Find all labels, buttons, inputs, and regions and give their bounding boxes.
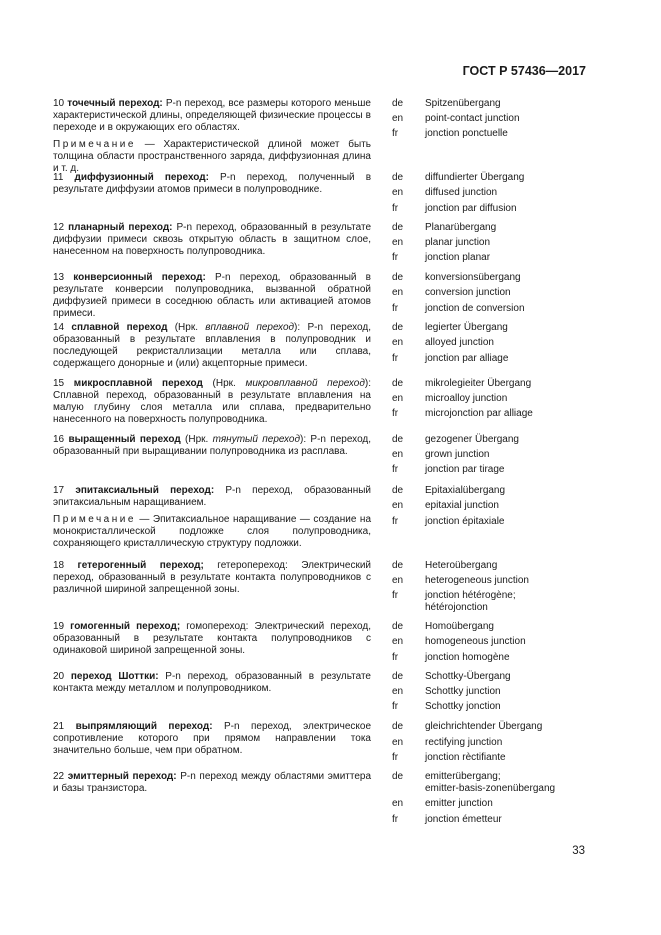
language-code: en [392, 113, 404, 124]
foreign-term-text-2: emitter-basis-zonenübergang [425, 783, 556, 794]
definition-text [53, 721, 371, 757]
entry-term: эмиттерный переход: [67, 771, 177, 782]
foreign-term-text: diffused junction [425, 187, 498, 198]
foreign-term-text: rectifying junction [425, 737, 503, 748]
entry-text: гетеропереход: Электрический переход, образованный в результате контакта полупроводников с различной шириной запрещенной зоны. [53, 560, 371, 595]
foreign-term-text: gleichrichtender Übergang [425, 721, 543, 732]
foreign-term [425, 252, 610, 264]
language-code: de [392, 771, 404, 782]
entry-text: Р-n переход, образованный при выращивании полупроводника из расплава. [53, 434, 372, 457]
entry-text: Сплавной переход, образованный в результате вплавления на малую глубину слоя металла или сплава, предварительно нанесенного на поверхность полупроводника. [53, 390, 371, 425]
language-code: de [392, 434, 404, 445]
entry-number: 15 [53, 378, 65, 389]
term-definition-17 [53, 485, 371, 550]
language-code: fr [392, 701, 399, 712]
language-code: en [392, 798, 404, 809]
entry-text: Р-n переход между областями эмиттера и базы транзистора. [53, 771, 372, 794]
term-definition-20 [53, 671, 371, 695]
foreign-term [425, 434, 610, 446]
foreign-term-text: gezogener Übergang [425, 434, 519, 445]
foreign-term [425, 621, 610, 633]
foreign-term-text: Schottky-Übergang [425, 671, 511, 682]
entry-text: гомопереход: Электрический переход, образованный в результате контакта полупроводников с одинаковой шириной запрещенной зоны. [53, 621, 371, 656]
definition-text [53, 322, 371, 370]
language-code: en [392, 237, 404, 248]
foreign-term-text: jonction par diffusion [425, 203, 517, 214]
foreign-term [425, 560, 610, 572]
language-code: en [392, 575, 404, 586]
foreign-term-text: jonction ponctuelle [425, 128, 508, 139]
foreign-term [425, 652, 610, 664]
entry-number: 13 [53, 272, 65, 283]
definition-text [53, 560, 371, 596]
entry-number: 11 [53, 172, 64, 183]
foreign-term [425, 322, 610, 334]
language-code: de [392, 560, 404, 571]
entry-text: Р-n переход, образованный в результате конверсии полупроводника, вызванной обратной диффузией примеси в соседнюю область или активацией атомов примеси. [53, 272, 371, 319]
foreign-term [425, 393, 610, 405]
foreign-term-text: homogeneous junction [425, 636, 526, 647]
foreign-term-text: Heteroübergang [425, 560, 498, 571]
foreign-term [425, 701, 610, 713]
entry-term: эпитаксиальный переход: [75, 485, 215, 496]
foreign-term [425, 337, 610, 349]
foreign-term [425, 752, 610, 764]
language-code: en [392, 636, 404, 647]
language-code: fr [392, 590, 399, 601]
foreign-term-text: jonction épitaxiale [425, 516, 505, 527]
language-code: de [392, 671, 404, 682]
foreign-term-text: Spitzenübergang [425, 98, 501, 109]
foreign-term-text: grown junction [425, 449, 490, 460]
definition-text [53, 378, 371, 426]
language-code: fr [392, 464, 399, 475]
term-definition-12 [53, 222, 371, 258]
entry-term: точечный переход: [67, 98, 163, 109]
entry-number: 14 [53, 322, 65, 333]
foreign-term-text: Planarübergang [425, 222, 497, 233]
entry-term: выращенный переход [68, 434, 181, 445]
foreign-term [425, 187, 610, 199]
foreign-term [425, 485, 610, 497]
foreign-term [425, 408, 610, 420]
foreign-term-text: Epitaxialübergang [425, 485, 506, 496]
entry-text: Р-n переход, образованный эпитаксиальным наращиванием. [53, 485, 371, 508]
foreign-term [425, 449, 610, 461]
foreign-term-text-2: hétérojonction [425, 602, 488, 613]
foreign-term-text: Schottky jonction [425, 701, 501, 712]
foreign-term [425, 203, 610, 215]
definition-text [53, 98, 371, 134]
deprecated-term: вплавной переход [205, 322, 295, 333]
foreign-term [425, 721, 610, 733]
language-code: de [392, 721, 404, 732]
language-code: de [392, 378, 404, 389]
entry-number: 20 [53, 671, 65, 682]
note-text: — Эпитаксиальное наращивание — создание на монокристаллической подложке слоя полупроводника, сохраняющего кристаллическую структуру подложки. [53, 514, 372, 549]
foreign-term [425, 590, 610, 614]
entry-text: Р-n переход, все размеры которого меньше характеристической длины, определяющей физические процессы в переходе и в окружающих его областях. [53, 98, 371, 133]
note-label: Примечание [53, 514, 136, 525]
language-code: fr [392, 814, 399, 825]
foreign-term-text: jonction par tirage [425, 464, 505, 475]
term-definition-10 [53, 98, 371, 175]
foreign-term [425, 771, 610, 795]
foreign-term [425, 686, 610, 698]
foreign-term-text: Schottky junction [425, 686, 501, 697]
foreign-term-text: jonction hétérogène; [425, 590, 516, 601]
foreign-term-text: Homoübergang [425, 621, 494, 632]
page-number: 33 [572, 845, 585, 857]
term-definition-22 [53, 771, 371, 795]
foreign-term [425, 113, 610, 125]
language-code: de [392, 222, 404, 233]
foreign-term-text: heterogeneous junction [425, 575, 529, 586]
language-code: de [392, 98, 404, 109]
language-code: en [392, 500, 404, 511]
foreign-term [425, 814, 610, 826]
note [53, 514, 371, 550]
deprecated-suffix: ): [364, 378, 371, 389]
language-code: de [392, 172, 404, 183]
language-code: fr [392, 652, 399, 663]
foreign-term-text: diffundierter Übergang [425, 172, 525, 183]
entry-number: 17 [53, 485, 65, 496]
language-code: fr [392, 516, 399, 527]
foreign-term-text: jonction homogène [425, 652, 510, 663]
foreign-term-text: point-contact junction [425, 113, 520, 124]
foreign-term-text: epitaxial junction [425, 500, 499, 511]
definition-text [53, 434, 371, 458]
deprecated-prefix: (Нрк. [212, 378, 236, 389]
standard-header: ГОСТ Р 57436—2017 [462, 64, 586, 78]
foreign-term [425, 516, 610, 528]
foreign-term-text: planar junction [425, 237, 491, 248]
definition-text [53, 621, 371, 657]
term-definition-21 [53, 721, 371, 757]
deprecated-prefix: (Нрк. [174, 322, 198, 333]
entry-term: конверсионный переход: [73, 272, 206, 283]
language-code: en [392, 393, 404, 404]
foreign-term [425, 378, 610, 390]
entry-text: Р-n переход, полученный в результате диффузии атомов примеси в полупроводнике. [53, 172, 372, 195]
language-code: fr [392, 252, 399, 263]
entry-term: сплавной переход [71, 322, 168, 333]
definition-text [53, 222, 371, 258]
language-code: fr [392, 353, 399, 364]
deprecated-suffix: ): [299, 434, 307, 445]
language-code: fr [392, 203, 399, 214]
language-code: fr [392, 408, 399, 419]
term-definition-13 [53, 272, 371, 320]
entry-term: планарный переход: [68, 222, 173, 233]
term-definition-15 [53, 378, 371, 426]
language-code: de [392, 485, 404, 496]
language-code: en [392, 737, 404, 748]
language-code: de [392, 272, 404, 283]
foreign-term [425, 353, 610, 365]
entry-number: 10 [53, 98, 65, 109]
term-definition-14 [53, 322, 371, 370]
entry-text: Р-n переход, электрическое сопротивление которого при прямом направлении тока значительно больше, чем при обратном. [53, 721, 372, 756]
entry-number: 16 [53, 434, 65, 445]
foreign-term-text: conversion junction [425, 287, 511, 298]
entry-term: гомогенный переход; [70, 621, 181, 632]
foreign-term-text: microalloy junction [425, 393, 508, 404]
note-label: Примечание [53, 139, 136, 150]
foreign-term [425, 636, 610, 648]
foreign-term [425, 237, 610, 249]
entry-number: 22 [53, 771, 65, 782]
entry-term: переход Шоттки: [70, 671, 159, 682]
foreign-term-text: jonction rèctifiante [425, 752, 506, 763]
foreign-term [425, 98, 610, 110]
foreign-term-text: jonction de conversion [425, 303, 525, 314]
language-code: en [392, 287, 404, 298]
language-code: fr [392, 128, 399, 139]
deprecated-suffix: ): [294, 322, 301, 333]
note [53, 139, 371, 175]
foreign-term-text: alloyed junction [425, 337, 494, 348]
note-text: — Характеристической длиной может быть толщина области пространственного заряда, диффузионная длина и т. д. [53, 139, 371, 174]
definition-text [53, 671, 371, 695]
entry-text: Р-n переход, образованный в результате диффузии примеси сквозь открытую область в защитном слое, нанесенном на поверхность полупроводника. [53, 222, 372, 257]
foreign-term-text: jonction émetteur [425, 814, 502, 825]
definition-text [53, 172, 371, 196]
entry-number: 18 [53, 560, 65, 571]
term-definition-16 [53, 434, 371, 458]
foreign-term [425, 671, 610, 683]
entry-number: 12 [53, 222, 65, 233]
term-definition-11 [53, 172, 371, 196]
foreign-term [425, 172, 610, 184]
foreign-term [425, 464, 610, 476]
language-code: de [392, 621, 404, 632]
foreign-term [425, 303, 610, 315]
term-definition-18 [53, 560, 371, 596]
entry-term: гетерогенный переход; [77, 560, 204, 571]
entry-number: 19 [53, 621, 65, 632]
foreign-term-text: jonction par alliage [425, 353, 509, 364]
definition-text [53, 771, 371, 795]
deprecated-term: микровплавной переход [245, 378, 365, 389]
language-code: fr [392, 752, 399, 763]
language-code: en [392, 449, 404, 460]
deprecated-term: тянутый переход [212, 434, 300, 445]
definition-text [53, 485, 371, 509]
language-code: en [392, 337, 404, 348]
foreign-term [425, 798, 610, 810]
entry-text: Р-n переход, образованный в результате контакта между металлом и полупроводником. [53, 671, 371, 694]
foreign-term-text: jonction planar [425, 252, 491, 263]
entry-number: 21 [53, 721, 65, 732]
foreign-term-text: mikrolegieiter Übergang [425, 378, 532, 389]
language-code: en [392, 187, 404, 198]
entry-term: диффузионный переход: [74, 172, 209, 183]
language-code: fr [392, 303, 399, 314]
foreign-term-text: emitterübergang; [425, 771, 501, 782]
foreign-term-text: emitter junction [425, 798, 493, 809]
foreign-term [425, 128, 610, 140]
language-code: de [392, 322, 404, 333]
language-code: en [392, 686, 404, 697]
foreign-term [425, 737, 610, 749]
foreign-term-text: microjonction par alliage [425, 408, 533, 419]
foreign-term [425, 500, 610, 512]
deprecated-prefix: (Нрк. [185, 434, 209, 445]
entry-term: микросплавной переход [73, 378, 203, 389]
entry-term: выпрямляющий переход: [75, 721, 213, 732]
foreign-term [425, 287, 610, 299]
foreign-term [425, 575, 610, 587]
foreign-term [425, 222, 610, 234]
foreign-term [425, 272, 610, 284]
definition-text [53, 272, 371, 320]
entry-text: Р-n переход, образованный в результате вплавления в полупроводник и последующей рекристаллизации металла или сплава, содержащего донорные и (или) акцепторные примеси. [53, 322, 371, 369]
foreign-term-text: legierter Übergang [425, 322, 508, 333]
term-definition-19 [53, 621, 371, 657]
foreign-term-text: konversionsübergang [425, 272, 521, 283]
